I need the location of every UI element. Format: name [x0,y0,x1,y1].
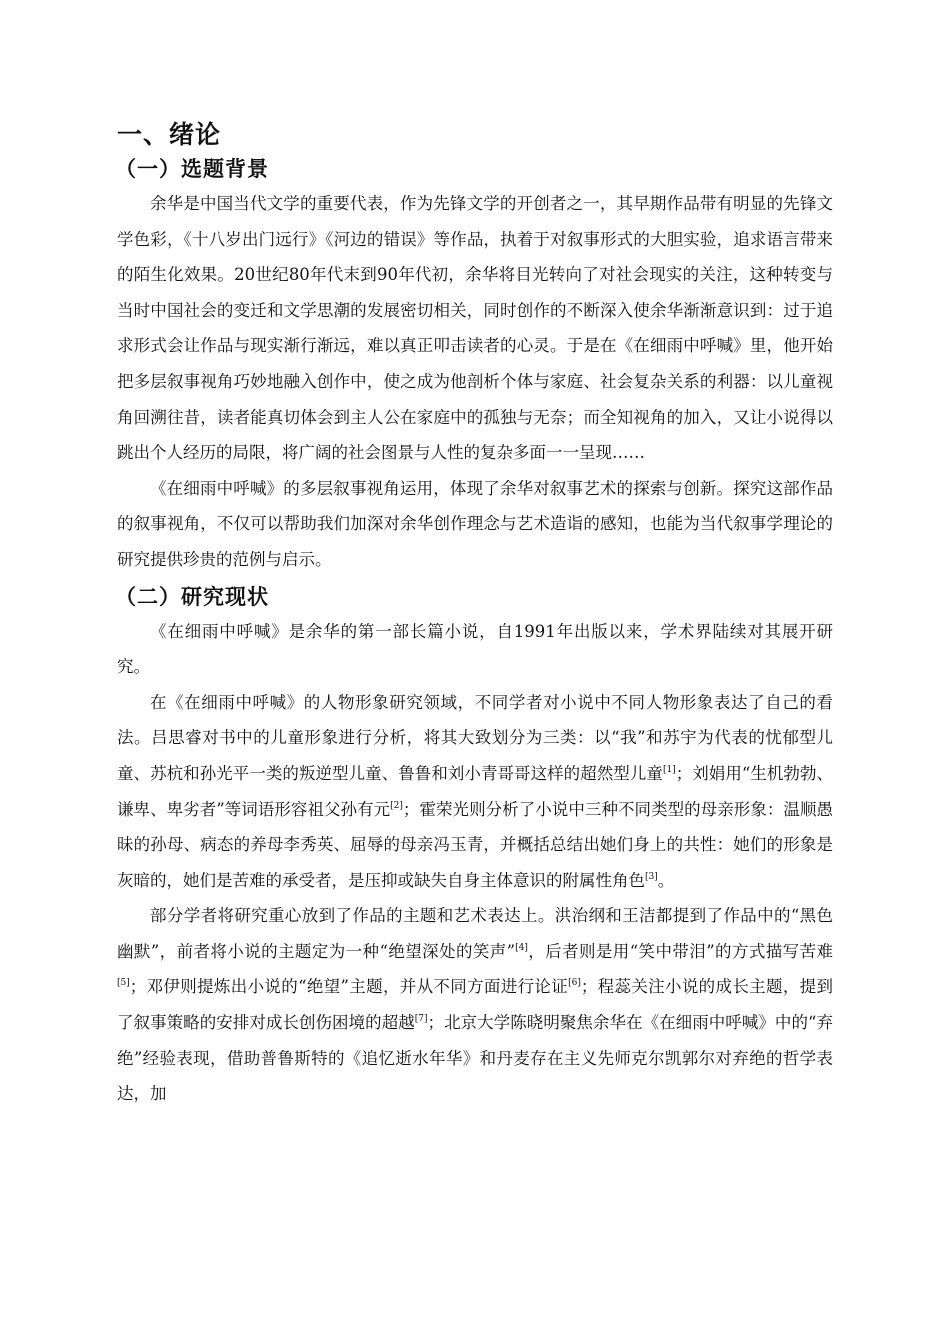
citation-reference: [7] [414,1014,428,1025]
paragraph-text: 在《在细雨中呼喊》的人物形象研究领域，不同学者对小说中不同人物形象表达了自己的看法。吕思睿对书中的儿童形象进行分析，将其大致划分为三类：以“我”和苏宇为代表的忧郁型儿童、苏杭和孙光平一类的叛逆型儿童、鲁鲁和刘小青哥哥这样的超然型儿童 [117,692,833,783]
section-title: 一、绪论 [117,120,222,149]
paragraph-text: ；北京大学陈晓明聚焦余华在《在细雨中呼喊》中的“弃绝”经验表现，借助普鲁斯特的《追忆逝水年华》和丹麦存在主义先师克尔凯郭尔对弃绝的哲学表达，加 [117,1013,834,1104]
body-paragraph [117,471,833,578]
citation-reference: [1] [662,764,676,775]
paragraph-text: ；邓伊则提炼出小说的“绝望”主题，并从不同方面进行论证 [129,977,569,997]
body-paragraph [117,898,833,1112]
paragraph-text: ；霍荣光则分析了小说中三种不同类型的母亲形象：温顺愚昧的孙母、病态的养母李秀英、屈辱的母亲冯玉青，并概括总结出她们身上的共性：她们的形象是灰暗的，她们是苦难的承受者，是压抑或缺失自身主体意识的附属性角色 [117,799,834,890]
paragraph-text: ；刘娟用“生机勃勃、谦卑、卑劣者”等词语形容祖父孙有元 [117,763,834,819]
document-body [117,118,833,1112]
citation-reference: [3] [645,871,658,882]
subsection-heading: （二）研究现状 [115,584,269,609]
paragraph-text: 《在细雨中呼喊》是余华的第一部长篇小说，自1991年出版以来，学术界陆续对其展开研究。 [117,621,833,677]
citation-reference: [5] [117,978,130,989]
citation-reference: [4] [515,942,528,953]
citation-reference: [2] [390,800,403,811]
paragraph-text: ，后者则是用“笑中带泪”的方式描写苦难 [527,941,833,961]
paragraph-text: 。 [657,870,675,890]
body-paragraph [117,685,833,899]
paragraph-text: 《在细雨中呼喊》的多层叙事视角运用，体现了余华对叙事艺术的探索与创新。探究这部作品的叙事视角，不仅可以帮助我们加深对余华创作理念与艺术造诣的感知，也能为当代叙事学理论的研究提供珍贵的范例与启示。 [117,478,833,569]
body-paragraph [117,186,833,471]
body-paragraph [117,614,833,685]
paragraph-text: 部分学者将研究重心放到了作品的主题和艺术表达上。洪治纲和王洁都提到了作品中的“黑色幽默”，前者将小说的主题定为一种“绝望深处的笑声” [117,906,833,961]
paragraph-text: ；程蕊关注小说的成长主题，提到了叙事策略的安排对成长创伤困境的超越 [117,977,833,1033]
subsection-heading: （一）选题背景 [115,157,269,181]
paragraph-text: 余华是中国当代文学的重要代表，作为先锋文学的开创者之一，其早期作品带有明显的先锋文学色彩，《十八岁出门远行》《河边的错误》等作品，执着于对叙事形式的大胆实验，追求语言带来的陌生化效果。20世纪80年代末到90年代初，余华将目光转向了对社会现实的关注，这种转变与当时中国社会的变迁和文学思潮的发展密切相关，同时创作的不断深入使余华渐渐意识到：过于追求形式会让作品与现实渐行渐远，难以真正叩击读者的心灵。于是在《在细雨中呼喊》里，他开始把多层叙事视角巧妙地融入创作中，使之成为他剖析个体与家庭、社会复杂关系的利器：以儿童视角回溯往昔，读者能真切体会到主人公在家庭中的孤独与无奈；而全知视角的加入，又让小说得以跳出个人经历的局限，将广阔的社会图景与人性的复杂多面一一呈现…… [117,194,833,463]
citation-reference: [6] [568,978,581,989]
subsections [117,152,833,1112]
